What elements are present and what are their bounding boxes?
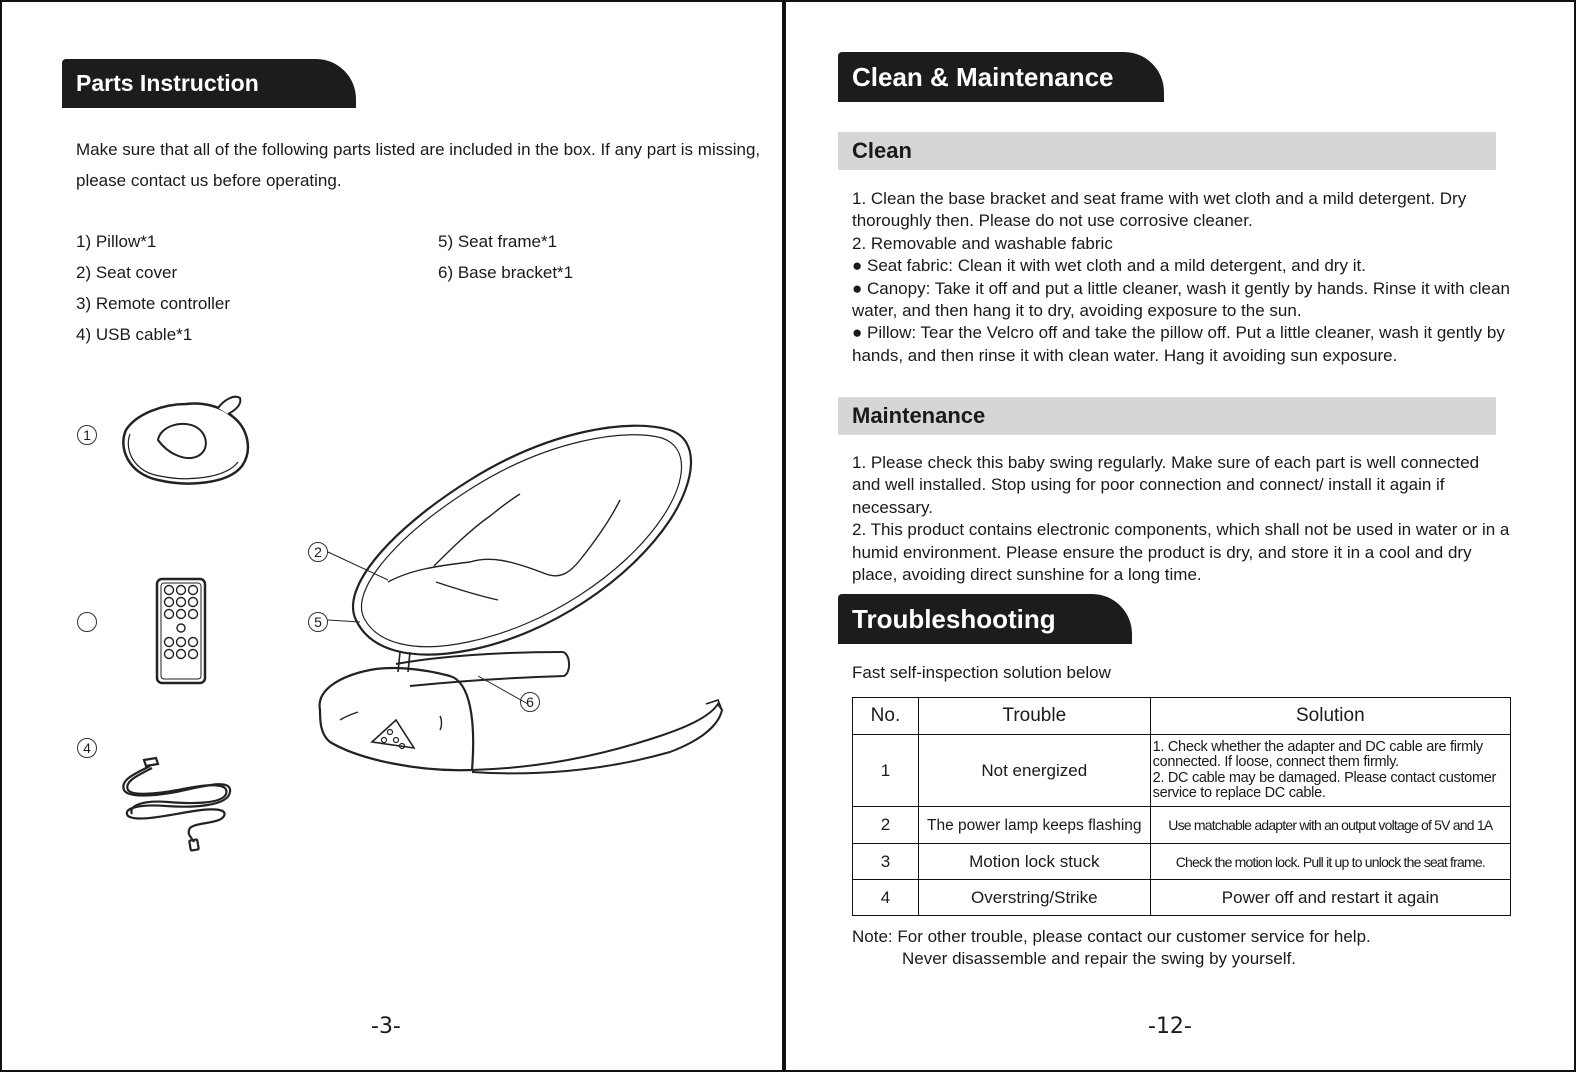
part-item: 2) Seat cover xyxy=(76,263,178,282)
solution-cell: Power off and restart it again xyxy=(1150,880,1510,916)
clean-line: 2. Removable and washable fabric xyxy=(852,233,1113,253)
maintenance-line: 2. This product contains electronic components, which shall not be used in water or in a humid environment. Please ensure the product is dry, and store it in a cool and dry place, avoiding direct sunshine for a long time. xyxy=(852,520,1510,585)
parts-instruction-header: Parts Instruction xyxy=(62,59,356,108)
column-header: No. xyxy=(853,698,919,735)
troubleshooting-subtitle: Fast self-inspection solution below xyxy=(852,663,1111,682)
part-item: 5) Seat frame*1 xyxy=(438,232,558,251)
table-row xyxy=(853,807,1511,844)
solution-cell: Use matchable adapter with an output voltage of 5V and 1A xyxy=(1150,807,1510,844)
solution-line: 1. Check whether the adapter and DC cable are firmly connected. If loose, connect them firmly. xyxy=(1152,738,1483,770)
clean-line: 1. Clean the base bracket and seat frame with wet cloth and a mild detergent. Dry thoroughly then. Please do not use corrosive cleaner. xyxy=(852,189,1467,231)
baby-swing-illustration xyxy=(300,420,730,780)
part-item: 6) Base bracket*1 xyxy=(438,263,574,282)
part-item: 4) USB cable*1 xyxy=(76,325,193,344)
solution-line: 2. DC cable may be damaged. Please contact customer service to replace DC cable. xyxy=(1152,769,1497,801)
page-number: -12- xyxy=(1148,1014,1192,1039)
note-line: Never disassemble and repair the swing by yourself. xyxy=(902,949,1297,968)
figure-number-1: 1 xyxy=(77,425,97,445)
maintenance-line: 1. Please check this baby swing regularly. Make sure of each part is well connected and well installed. Stop using for poor connection and connect/ install it again if necessary. xyxy=(852,453,1480,517)
column-header: Solution xyxy=(1150,698,1510,735)
note-line: Note: For other trouble, please contact our customer service for help. xyxy=(852,927,1371,946)
figure-number-2: 2 xyxy=(308,542,328,562)
clean-section-title: Clean xyxy=(838,132,1496,170)
column-header: Trouble xyxy=(918,698,1150,735)
solution-cell xyxy=(1150,735,1510,807)
figure-number-5: 5 xyxy=(308,612,328,632)
table-header-row xyxy=(853,698,1511,735)
clean-line: ● Pillow: Tear the Velcro off and take the pillow off. Put a little cleaner, wash it gently by hands, and then rinse it with clean water. Hang it avoiding sun exposure. xyxy=(852,323,1505,365)
maintenance-section-title: Maintenance xyxy=(838,397,1496,435)
figure-number-4: 4 xyxy=(77,738,97,758)
page-number: -3- xyxy=(371,1014,401,1039)
part-item: 1) Pillow*1 xyxy=(76,232,157,251)
parts-list-col1 xyxy=(76,226,230,350)
parts-list-col2 xyxy=(438,226,573,288)
trouble-cell: The power lamp keeps flashing xyxy=(918,807,1150,844)
clean-line: ● Canopy: Take it off and put a little cleaner, wash it gently by hands. Rinse it with clean water, and then hang it to dry, avoiding exposure to the sun. xyxy=(852,278,1510,321)
maintenance-text xyxy=(852,452,1512,586)
intro-text: Make sure that all of the following parts listed are included in the box. If any part is missing, please contact us before operating. xyxy=(76,140,761,190)
table-row xyxy=(853,735,1511,807)
table-row xyxy=(853,844,1511,880)
clean-maintenance-header: Clean & Maintenance xyxy=(838,52,1164,102)
table-row xyxy=(853,880,1511,916)
left-page xyxy=(0,0,782,1072)
row-number: 2 xyxy=(853,807,919,844)
troubleshooting-note xyxy=(852,926,1371,970)
clean-line: ● Seat fabric: Clean it with wet cloth and a mild detergent, and dry it. xyxy=(852,256,1366,276)
solution-cell: Check the motion lock. Pull it up to unlock the seat frame. xyxy=(1150,844,1510,880)
remote-controller-illustration xyxy=(154,576,210,688)
right-page xyxy=(786,0,1574,1072)
trouble-cell: Overstring/Strike xyxy=(918,880,1150,916)
row-number: 4 xyxy=(853,880,919,916)
pillow-illustration xyxy=(108,392,252,490)
troubleshooting-header: Troubleshooting xyxy=(838,594,1132,644)
figure-number-3-blank xyxy=(77,612,97,632)
part-item: 3) Remote controller xyxy=(76,294,231,313)
troubleshooting-table xyxy=(852,697,1511,916)
clean-text xyxy=(852,188,1512,367)
figure-number-6: 6 xyxy=(520,692,540,712)
usb-cable-illustration xyxy=(114,756,244,852)
row-number: 3 xyxy=(853,844,919,880)
row-number: 1 xyxy=(853,735,919,807)
trouble-cell: Motion lock stuck xyxy=(918,844,1150,880)
trouble-cell: Not energized xyxy=(918,735,1150,807)
